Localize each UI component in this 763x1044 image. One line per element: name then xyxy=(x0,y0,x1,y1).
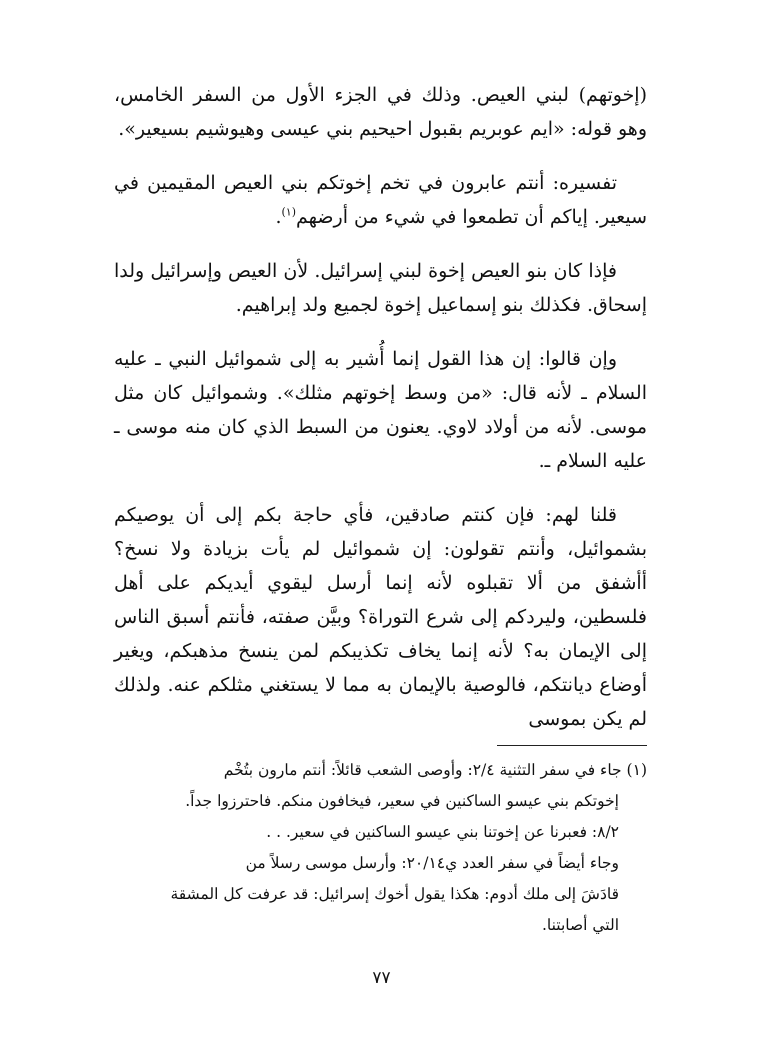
footnote-reference[interactable]: (١) xyxy=(281,205,296,219)
footnote-line: ٨/٢: فعبرنا عن إخوتنا بني عيسو الساكنين في سعير. . . xyxy=(266,823,619,841)
footnote-line: وجاء أيضاً في سفر العدد ي٢٠/١٤: وأرسل موسى رسلاً من xyxy=(245,854,619,872)
footnote-line: التي أصابتنا. xyxy=(541,916,619,934)
paragraph-text: فإذا كان بنو العيص إخوة لبني إسرائيل. لأن العيص وإسرائيل ولدا إسحاق. فكذلك بنو إسماعيل إخوة لجميع ولد إبراهيم. xyxy=(114,260,647,316)
main-text xyxy=(114,78,647,736)
paragraph-2 xyxy=(114,166,647,234)
paragraph-end-punct: . xyxy=(275,206,282,228)
footnotes xyxy=(114,755,647,941)
footnote-line: (١) جاء في سفر التثنية ٢/٤: وأوصى الشعب قائلاً: أنتم مارون بتُخْم xyxy=(223,761,647,779)
paragraph-text: تفسيره: أنتم عابرون في تخم إخوتكم بني العيص المقيمين في سيعير. إياكم أن تطمعوا في شيء من أرضهم xyxy=(114,172,647,228)
footnote-divider xyxy=(497,745,647,746)
paragraph-text: وإن قالوا: إن هذا القول إنما أُشير به إلى شموائيل النبي ـ عليه السلام ـ لأنه قال: «من وسط إخوتهم مثلك». وشموائيل كان مثل موسى. لأنه من أولاد لاوي. يعنون من السبط الذي كان منه موسى ـ عليه السلام ـ. xyxy=(114,348,647,472)
paragraph-text: (إخوتهم) لبني العيص. وذلك في الجزء الأول من السفر الخامس، وهو قوله: «ايم عوبريم بقبول احيحيم بني عيسى وهيوشيم بسيعير». xyxy=(114,84,647,140)
paragraph-3 xyxy=(114,254,647,322)
paragraph-1 xyxy=(114,78,647,146)
footnote-line: قادَشَ إلى ملك أدوم: هكذا يقول أخوك إسرائيل: قد عرفت كل المشقة xyxy=(170,885,619,903)
paragraph-4 xyxy=(114,342,647,478)
footnote-line: إخوتكم بني عيسو الساكنين في سعير، فيخافون منكم. فاحترزوا جداً. xyxy=(185,792,619,810)
paragraph-5 xyxy=(114,498,647,736)
page-number: ٧٧ xyxy=(372,968,391,988)
paragraph-text: قلنا لهم: فإن كنتم صادقين، فأي حاجة بكم إلى أن يوصيكم بشموائيل، وأنتم تقولون: إن شموائيل لم يأت بزيادة ولا نسخ؟ أأشفق من ألا تقبلوه لأنه إنما أرسل ليقوي أيديكم على أهل فلسطين، وليردكم إلى شرع التوراة؟ وبيَّن صفته، فأنتم أسبق الناس إلى الإيمان به؟ لأنه إنما يخاف تكذيبكم لمن ينسخ مذهبكم، ويغير أوضاع ديانتكم، فالوصية بالإيمان به مما لا يستغني مثلكم عنه. ولذلك لم يكن بموسى xyxy=(114,504,647,730)
